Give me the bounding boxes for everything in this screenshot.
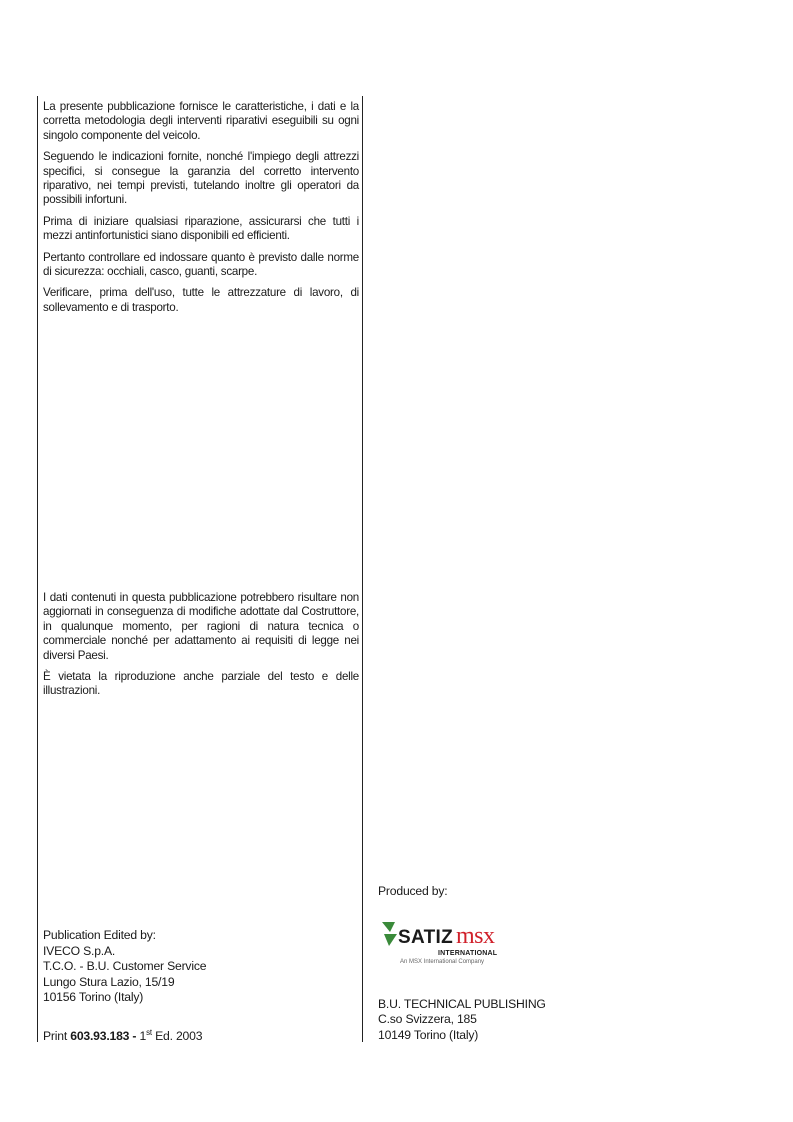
print-code-line: [43, 1028, 202, 1043]
intro-paragraph: Prima di iniziare qualsiasi riparazione, assicurarsi che tutti i mezzi antinfortunistici siano disponibili ed efficienti.: [43, 214, 359, 243]
produced-by-label: Produced by:: [378, 884, 448, 898]
producer-address: [378, 997, 546, 1043]
intro-paragraph: Pertanto controllare ed indossare quanto è previsto dalle norme di sicurezza: occhiali, casco, guanti, scarpe.: [43, 250, 359, 279]
producer-street: C.so Svizzera, 185: [378, 1012, 477, 1027]
disclaimer-paragraph: È vietata la riproduzione anche parziale del testo e delle illustrazioni.: [43, 670, 359, 698]
edition-suffix: st: [146, 1028, 152, 1037]
edited-by-label: Publication Edited by:: [43, 928, 156, 942]
publisher-street: Lungo Stura Lazio, 15/19: [43, 974, 175, 989]
publisher-city: 10156 Torino (Italy): [43, 990, 144, 1005]
producer-city: 10149 Torino (Italy): [378, 1027, 479, 1042]
logo-word-msx: msx: [455, 923, 495, 949]
intro-paragraph: Verificare, prima dell'uso, tutte le attrezzature di lavoro, di sollevamento e di trasporto.: [43, 286, 359, 314]
logo-mark-icon: [381, 920, 399, 948]
edition-year: Ed. 2003: [151, 1029, 203, 1043]
print-prefix: Print: [43, 1029, 71, 1043]
disclaimer-paragraph: I dati contenuti in questa pubblicazione potrebbero risultare non aggiornati in conseguenza di modifiche adottate dal Costruttore, in qualunque momento, per ragioni di natura tecnica o commerciale nonché per adattamento ai requisiti di legge nei diversi Paesi.: [43, 591, 359, 662]
print-code: 603.93.183 -: [70, 1029, 137, 1043]
intro-text-block: [43, 100, 359, 322]
publisher-department: T.C.O. - B.U. Customer Service: [43, 959, 207, 974]
edition-number: 1: [136, 1029, 147, 1043]
publisher-company: IVECO S.p.A.: [43, 943, 116, 958]
column-divider-rule: [362, 96, 363, 1042]
publication-edited-by: [43, 928, 206, 1006]
left-margin-rule: [37, 96, 38, 1042]
intro-paragraph: Seguendo le indicazioni fornite, nonché l'impiego degli attrezzi specifici, si consegue la garanzia del corretto intervento riparativo, nei tempi previsti, tutelando inoltre gli operatori da possibili infortuni.: [43, 150, 359, 207]
logo-tagline: INTERNATIONAL: [438, 950, 498, 957]
logo-subline: An MSX International Company: [400, 959, 485, 965]
logo-wordmark: [398, 924, 495, 948]
intro-paragraph: La presente pubblicazione fornisce le caratteristiche, i dati e la corretta metodologia degli interventi riparativi eseguibili su ogni singolo componente del veicolo.: [43, 100, 359, 142]
logo-word-satiz: SATIZ: [398, 927, 453, 948]
disclaimer-text-block: [43, 591, 359, 706]
producer-unit: B.U. TECHNICAL PUBLISHING: [378, 997, 546, 1011]
satiz-msx-logo: [381, 918, 511, 970]
